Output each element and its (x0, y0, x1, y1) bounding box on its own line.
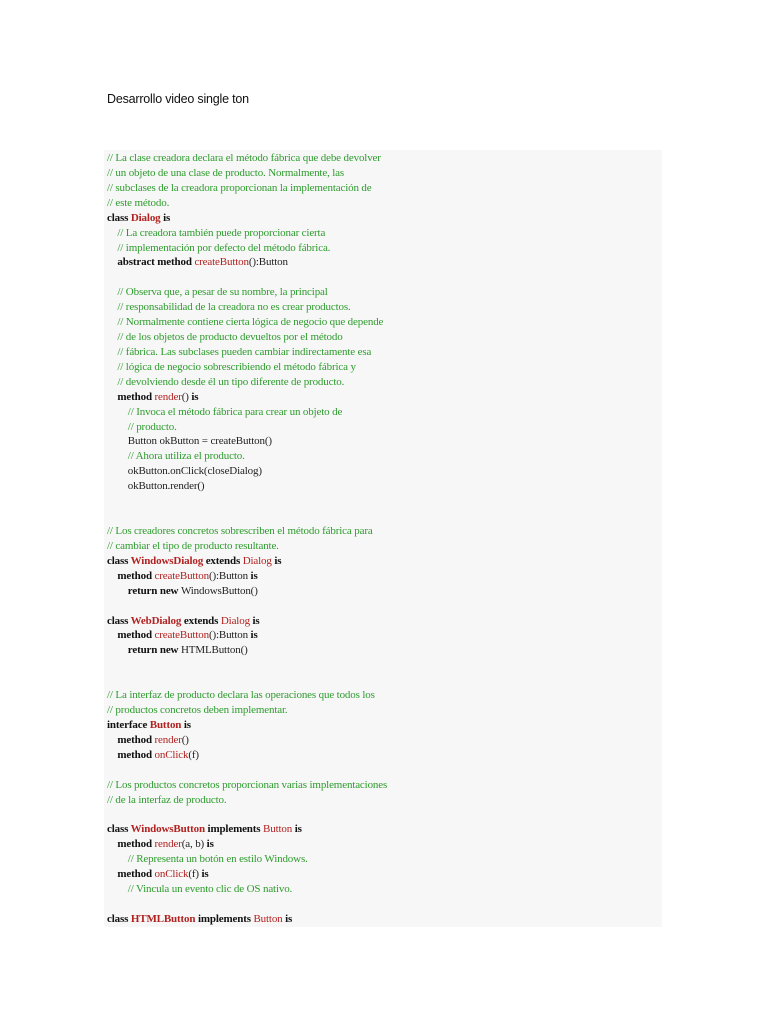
code-line (107, 285, 328, 300)
code-token-plain: Button okButton = createButton() (107, 435, 272, 448)
code-token-keyword: class (107, 614, 131, 627)
code-line (107, 151, 381, 166)
code-token-type: HTMLButton (130, 912, 196, 925)
code-line (107, 554, 281, 569)
code-line (107, 867, 209, 882)
code-token-plain: (a, b) (181, 838, 207, 851)
code-line (107, 255, 288, 270)
code-token-comment: // implementación por defecto del método fábrica. (107, 241, 331, 254)
code-token-keyword: is (201, 868, 209, 881)
code-line (107, 420, 177, 435)
code-token-comment: // lógica de negocio sobrescribiendo el método fábrica y (107, 360, 356, 373)
code-line (107, 390, 198, 405)
code-token-func: onClick (154, 748, 189, 761)
code-token-plain: () (181, 390, 192, 403)
code-line (107, 315, 383, 330)
code-token-comment: // La interfaz de producto declara las operaciones que todos los (107, 689, 375, 702)
code-token-plain: ():Button (248, 256, 288, 269)
code-token-comment: // productos concretos deben implementar. (107, 704, 288, 717)
code-token-keyword: extends (181, 614, 221, 627)
code-token-keyword: class (107, 554, 131, 567)
code-token-comment: // este método. (107, 196, 170, 209)
code-token-keyword: abstract method (107, 256, 195, 269)
code-token-type-ref: Button (253, 912, 283, 925)
code-token-plain: WindowsButton() (180, 584, 258, 597)
code-token-plain: HTMLButton() (180, 644, 248, 657)
code-line (107, 405, 342, 420)
code-line (107, 181, 372, 196)
code-line (107, 360, 356, 375)
code-token-keyword: is (249, 614, 260, 627)
code-line (107, 643, 248, 658)
code-token-comment: // Los creadores concretos sobrescriben el método fábrica para (107, 525, 373, 537)
code-line (107, 852, 308, 867)
code-line (107, 434, 272, 449)
code-token-keyword: is (250, 569, 258, 582)
code-token-keyword: is (282, 912, 293, 925)
code-token-keyword: extends (203, 554, 243, 567)
code-token-keyword: is (160, 211, 171, 224)
code-token-keyword: method (107, 733, 155, 746)
code-token-keyword: class (107, 211, 131, 224)
code-token-comment: // cambiar el tipo de producto resultante. (107, 539, 279, 552)
code-token-keyword: class (107, 912, 131, 925)
code-token-keyword: method (107, 868, 155, 881)
code-token-type: WebDialog (130, 614, 182, 627)
code-line (107, 226, 325, 241)
code-token-comment: // responsabilidad de la creadora no es crear productos. (107, 301, 351, 314)
code-token-keyword: method (107, 629, 155, 642)
code-token-keyword: implements (195, 912, 254, 925)
code-token-comment: // Representa un botón en estilo Windows. (107, 853, 308, 866)
code-token-plain: ():Button (208, 569, 251, 582)
code-token-func: render (154, 733, 182, 746)
code-token-comment: // fábrica. Las subclases pueden cambiar indirectamente esa (107, 345, 372, 358)
code-line (107, 449, 245, 464)
code-token-type: Button (149, 718, 182, 731)
code-line (107, 628, 258, 643)
code-token-comment: // Observa que, a pesar de su nombre, la principal (107, 286, 328, 299)
code-token-plain: (f) (188, 868, 202, 881)
code-token-comment: // La creadora también puede proporcionar cierta (107, 226, 326, 239)
code-token-comment: // devolviendo desde él un tipo diferente de producto. (107, 375, 345, 388)
code-token-comment: // Normalmente contiene cierta lógica de negocio que depende (107, 316, 384, 329)
code-line (107, 778, 387, 793)
code-line (107, 345, 371, 360)
code-token-comment: // producto. (107, 420, 177, 433)
code-line (107, 524, 373, 539)
code-token-plain: okButton.onClick(closeDialog) (107, 465, 262, 478)
code-token-plain: (f) (188, 748, 199, 761)
code-line (107, 211, 170, 226)
code-token-keyword: is (191, 390, 199, 403)
code-line (107, 241, 330, 256)
code-token-comment: // subclases de la creadora proporcionan la implementación de (107, 181, 372, 194)
code-token-plain: ():Button (208, 629, 251, 642)
code-line (107, 464, 262, 479)
code-token-keyword: interface (107, 718, 150, 731)
code-token-comment: // de los objetos de producto devueltos por el método (107, 331, 343, 344)
code-line (107, 539, 279, 554)
code-line (107, 718, 191, 733)
code-token-keyword: is (206, 838, 214, 851)
code-token-plain: okButton.render() (107, 480, 205, 493)
code-block (104, 150, 662, 927)
code-line (107, 822, 302, 837)
code-token-keyword: is (271, 554, 282, 567)
code-line (107, 479, 204, 494)
code-token-comment: // Ahora utiliza el producto. (107, 450, 245, 463)
code-token-type: WindowsDialog (130, 554, 204, 567)
code-token-comment: // un objeto de una clase de producto. Normalmente, las (107, 166, 345, 179)
code-line (107, 166, 344, 181)
code-token-keyword: implements (204, 823, 264, 836)
code-token-func: createButton (154, 569, 209, 582)
code-line (107, 375, 344, 390)
code-token-comment: // La clase creadora declara el método fábrica que debe devolver (107, 152, 381, 164)
code-token-func: createButton (194, 256, 249, 269)
code-token-type-ref: Dialog (242, 554, 272, 567)
code-token-keyword: is (250, 629, 258, 642)
code-token-keyword: class (107, 823, 131, 836)
code-line (107, 614, 260, 629)
code-line (107, 703, 288, 718)
code-token-keyword: method (107, 569, 155, 582)
code-line (107, 837, 214, 852)
code-line (107, 912, 292, 927)
code-token-func: render (154, 390, 182, 403)
code-token-func: createButton (154, 629, 209, 642)
code-token-plain: () (181, 733, 189, 746)
code-token-type-ref: Dialog (220, 614, 250, 627)
code-token-type: WindowsButton (130, 823, 205, 836)
code-token-keyword: return new (107, 584, 181, 597)
code-line (107, 330, 343, 345)
code-token-type-ref: Button (263, 823, 293, 836)
code-line (107, 300, 351, 315)
code-line (107, 688, 375, 703)
code-token-keyword: is (181, 718, 191, 731)
code-token-keyword: method (107, 838, 155, 851)
code-token-comment: // Vincula un evento clic de OS nativo. (107, 883, 293, 896)
code-line (107, 584, 258, 599)
code-token-keyword: is (292, 823, 302, 836)
code-token-func: onClick (154, 868, 189, 881)
code-token-comment: // de la interfaz de producto. (107, 793, 227, 806)
code-line (107, 882, 292, 897)
code-token-type: Dialog (130, 211, 161, 224)
code-line (107, 793, 227, 808)
code-token-comment: // Los productos concretos proporcionan varias implementaciones (107, 778, 388, 791)
code-token-keyword: method (107, 748, 155, 761)
code-line (107, 196, 169, 211)
code-line (107, 733, 189, 748)
code-token-func: render (154, 838, 182, 851)
code-line (107, 569, 258, 584)
document-title: Desarrollo video single ton (107, 92, 249, 106)
code-token-comment: // Invoca el método fábrica para crear un objeto de (107, 405, 343, 418)
code-token-keyword: method (107, 390, 155, 403)
code-token-keyword: return new (107, 644, 181, 657)
code-line (107, 748, 199, 763)
